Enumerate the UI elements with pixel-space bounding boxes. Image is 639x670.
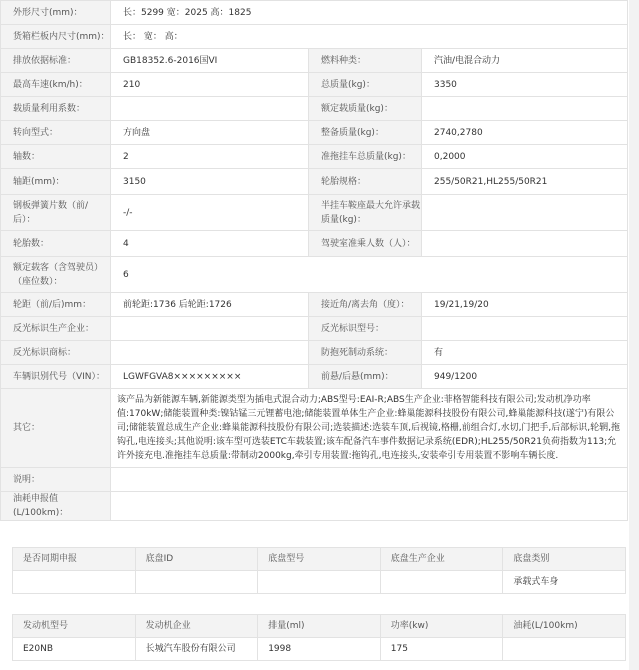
chassis-header-maker: 底盘生产企业 xyxy=(380,548,503,571)
value-curb-weight: 2740,2780 xyxy=(422,121,628,145)
engine-header-displacement: 排量(ml) xyxy=(258,615,381,638)
value-abs: 有 xyxy=(422,341,628,365)
value-overhang: 949/1200 xyxy=(422,365,628,389)
value-rated-load xyxy=(422,97,628,121)
value-fuel-consumption xyxy=(111,492,628,521)
label-overhang: 前悬/后悬(mm)： xyxy=(309,365,422,389)
chassis-cell-model xyxy=(258,571,381,594)
value-other: 该产品为新能源车辆,新能源类型为插电式混合动力;ABS型号:EAI-R;ABS生产企业:菲格智能科技有限公司;发动机净功率值:170kW;储能装置种类:镍钴锰三元锂蓄电池;储能装置单体生产企业:蜂巢能源科技股份有限公司,蜂巢能源科技(遂宁)有限公司;储能装置总成生产企业:蜂巢能源科技股份有限公司;选装描述:选装车顶,后视镜,格栅,前组合灯,水切,门把手,后部标识,轮辋,拖钩孔,电连接头;其他说明:该车型可选装ETC车载装置;该车配备汽车事件数据记录系统(EDR);HL255/50R21负荷指数为113;允许外接充电.准拖挂车总质量:带制动2000kg,牵引专用装置:拖钩孔,电连接头,安装牵引专用装置不影响车辆长度. xyxy=(111,389,628,468)
table-row xyxy=(13,571,626,594)
engine-header-row xyxy=(13,615,626,638)
label-axles: 轴数： xyxy=(1,145,111,169)
chassis-header-type: 底盘类别 xyxy=(503,548,626,571)
spec-row-other xyxy=(1,389,628,468)
spec-row-load xyxy=(1,97,628,121)
value-axles: 2 xyxy=(111,145,309,169)
label-abs: 防抱死制动系统： xyxy=(309,341,422,365)
spec-row-vin xyxy=(1,365,628,389)
spec-row-wheelbase xyxy=(1,169,628,195)
spec-row-track xyxy=(1,293,628,317)
value-cargo-box: 长： 宽： 高： xyxy=(111,25,628,49)
value-reflector-model xyxy=(422,317,628,341)
engine-cell-model: E20NB xyxy=(13,638,136,661)
engine-cell-maker: 长城汽车股份有限公司 xyxy=(135,638,258,661)
label-cargo-box: 货箱栏板内尺寸(mm)： xyxy=(1,25,111,49)
label-reflector-model: 反光标识型号： xyxy=(309,317,422,341)
chassis-header-model: 底盘型号 xyxy=(258,548,381,571)
engine-header-maker: 发动机企业 xyxy=(135,615,258,638)
spec-row-notes xyxy=(1,468,628,492)
table-row xyxy=(13,638,626,661)
spec-row-cargo-box xyxy=(1,25,628,49)
label-tire-spec: 轮胎规格： xyxy=(309,169,422,195)
engine-cell-fuel xyxy=(503,638,626,661)
label-vin: 车辆识别代号（VIN）： xyxy=(1,365,111,389)
label-reflector-brand: 反光标识商标： xyxy=(1,341,111,365)
spec-row-seats xyxy=(1,257,628,293)
value-track-width: 前轮距:1736 后轮距:1726 xyxy=(111,293,309,317)
label-reflector-maker: 反光标识生产企业： xyxy=(1,317,111,341)
spec-row-dimensions xyxy=(1,1,628,25)
spec-row-reflector-brand xyxy=(1,341,628,365)
value-notes xyxy=(111,468,628,492)
chassis-cell-maker xyxy=(380,571,503,594)
value-steering: 方向盘 xyxy=(111,121,309,145)
label-dimensions: 外形尺寸(mm)： xyxy=(1,1,111,25)
engine-table xyxy=(12,614,626,661)
chassis-header-id: 底盘ID xyxy=(135,548,258,571)
engine-header-model: 发动机型号 xyxy=(13,615,136,638)
label-other: 其它： xyxy=(1,389,111,468)
label-steering: 转向型式： xyxy=(1,121,111,145)
spec-row-emission xyxy=(1,49,628,73)
spec-row-axles xyxy=(1,145,628,169)
value-dimensions: 长：5299 宽：2025 高：1825 xyxy=(111,1,628,25)
value-tire-spec: 255/50R21,HL255/50R21 xyxy=(422,169,628,195)
value-total-mass: 3350 xyxy=(422,73,628,97)
label-wheelbase: 轴距(mm)： xyxy=(1,169,111,195)
engine-cell-power: 175 xyxy=(380,638,503,661)
value-fuel-type: 汽油/电混合动力 xyxy=(422,49,628,73)
value-leaf-springs: -/- xyxy=(111,195,309,231)
spec-row-reflector-maker xyxy=(1,317,628,341)
value-tire-count: 4 xyxy=(111,231,309,257)
chassis-cell-id xyxy=(135,571,258,594)
label-load-coefficient: 载质量利用系数： xyxy=(1,97,111,121)
chassis-cell-type: 承载式车身 xyxy=(503,571,626,594)
label-fuel-consumption: 油耗申报值(L/100km)： xyxy=(1,492,111,521)
value-reflector-maker xyxy=(111,317,309,341)
value-wheelbase: 3150 xyxy=(111,169,309,195)
spec-row-speed xyxy=(1,73,628,97)
label-tire-count: 轮胎数： xyxy=(1,231,111,257)
label-fuel-type: 燃料种类： xyxy=(309,49,422,73)
spec-row-springs xyxy=(1,195,628,231)
chassis-header-concurrent: 是否同期申报 xyxy=(13,548,136,571)
value-saddle-load xyxy=(422,195,628,231)
value-trailer-mass: 0,2000 xyxy=(422,145,628,169)
engine-cell-displacement: 1998 xyxy=(258,638,381,661)
chassis-table xyxy=(12,547,626,594)
label-trailer-mass: 准拖挂车总质量(kg)： xyxy=(309,145,422,169)
engine-header-power: 功率(kw) xyxy=(380,615,503,638)
label-saddle-load: 半挂车鞍座最大允许承载质量(kg)： xyxy=(309,195,422,231)
engine-header-fuel: 油耗(L/100km) xyxy=(503,615,626,638)
value-cab-capacity xyxy=(422,231,628,257)
scrollbar[interactable] xyxy=(629,0,639,670)
chassis-header-row xyxy=(13,548,626,571)
label-track-width: 轮距（前/后)mm： xyxy=(1,293,111,317)
label-leaf-springs: 钢板弹簧片数（前/后）： xyxy=(1,195,111,231)
label-curb-weight: 整备质量(kg)： xyxy=(309,121,422,145)
value-vin: LGWFGVA8××××××××× xyxy=(111,365,309,389)
spec-row-fuel-consumption xyxy=(1,492,628,521)
label-max-speed: 最高车速(km/h)： xyxy=(1,73,111,97)
label-rated-load: 额定载质量(kg)： xyxy=(309,97,422,121)
spec-row-steering xyxy=(1,121,628,145)
label-notes: 说明： xyxy=(1,468,111,492)
value-emission-standard: GB18352.6-2016国VI xyxy=(111,49,309,73)
value-load-coefficient xyxy=(111,97,309,121)
label-emission-standard: 排放依据标准： xyxy=(1,49,111,73)
value-seats: 6 xyxy=(111,257,628,293)
spec-row-tires xyxy=(1,231,628,257)
chassis-cell-concurrent xyxy=(13,571,136,594)
label-approach-departure: 接近角/离去角（度）： xyxy=(309,293,422,317)
value-approach-departure: 19/21,19/20 xyxy=(422,293,628,317)
label-total-mass: 总质量(kg)： xyxy=(309,73,422,97)
label-seats: 额定载客（含驾驶员）（座位数）： xyxy=(1,257,111,293)
value-reflector-brand xyxy=(111,341,309,365)
label-cab-capacity: 驾驶室准乘人数（人）： xyxy=(309,231,422,257)
value-max-speed: 210 xyxy=(111,73,309,97)
